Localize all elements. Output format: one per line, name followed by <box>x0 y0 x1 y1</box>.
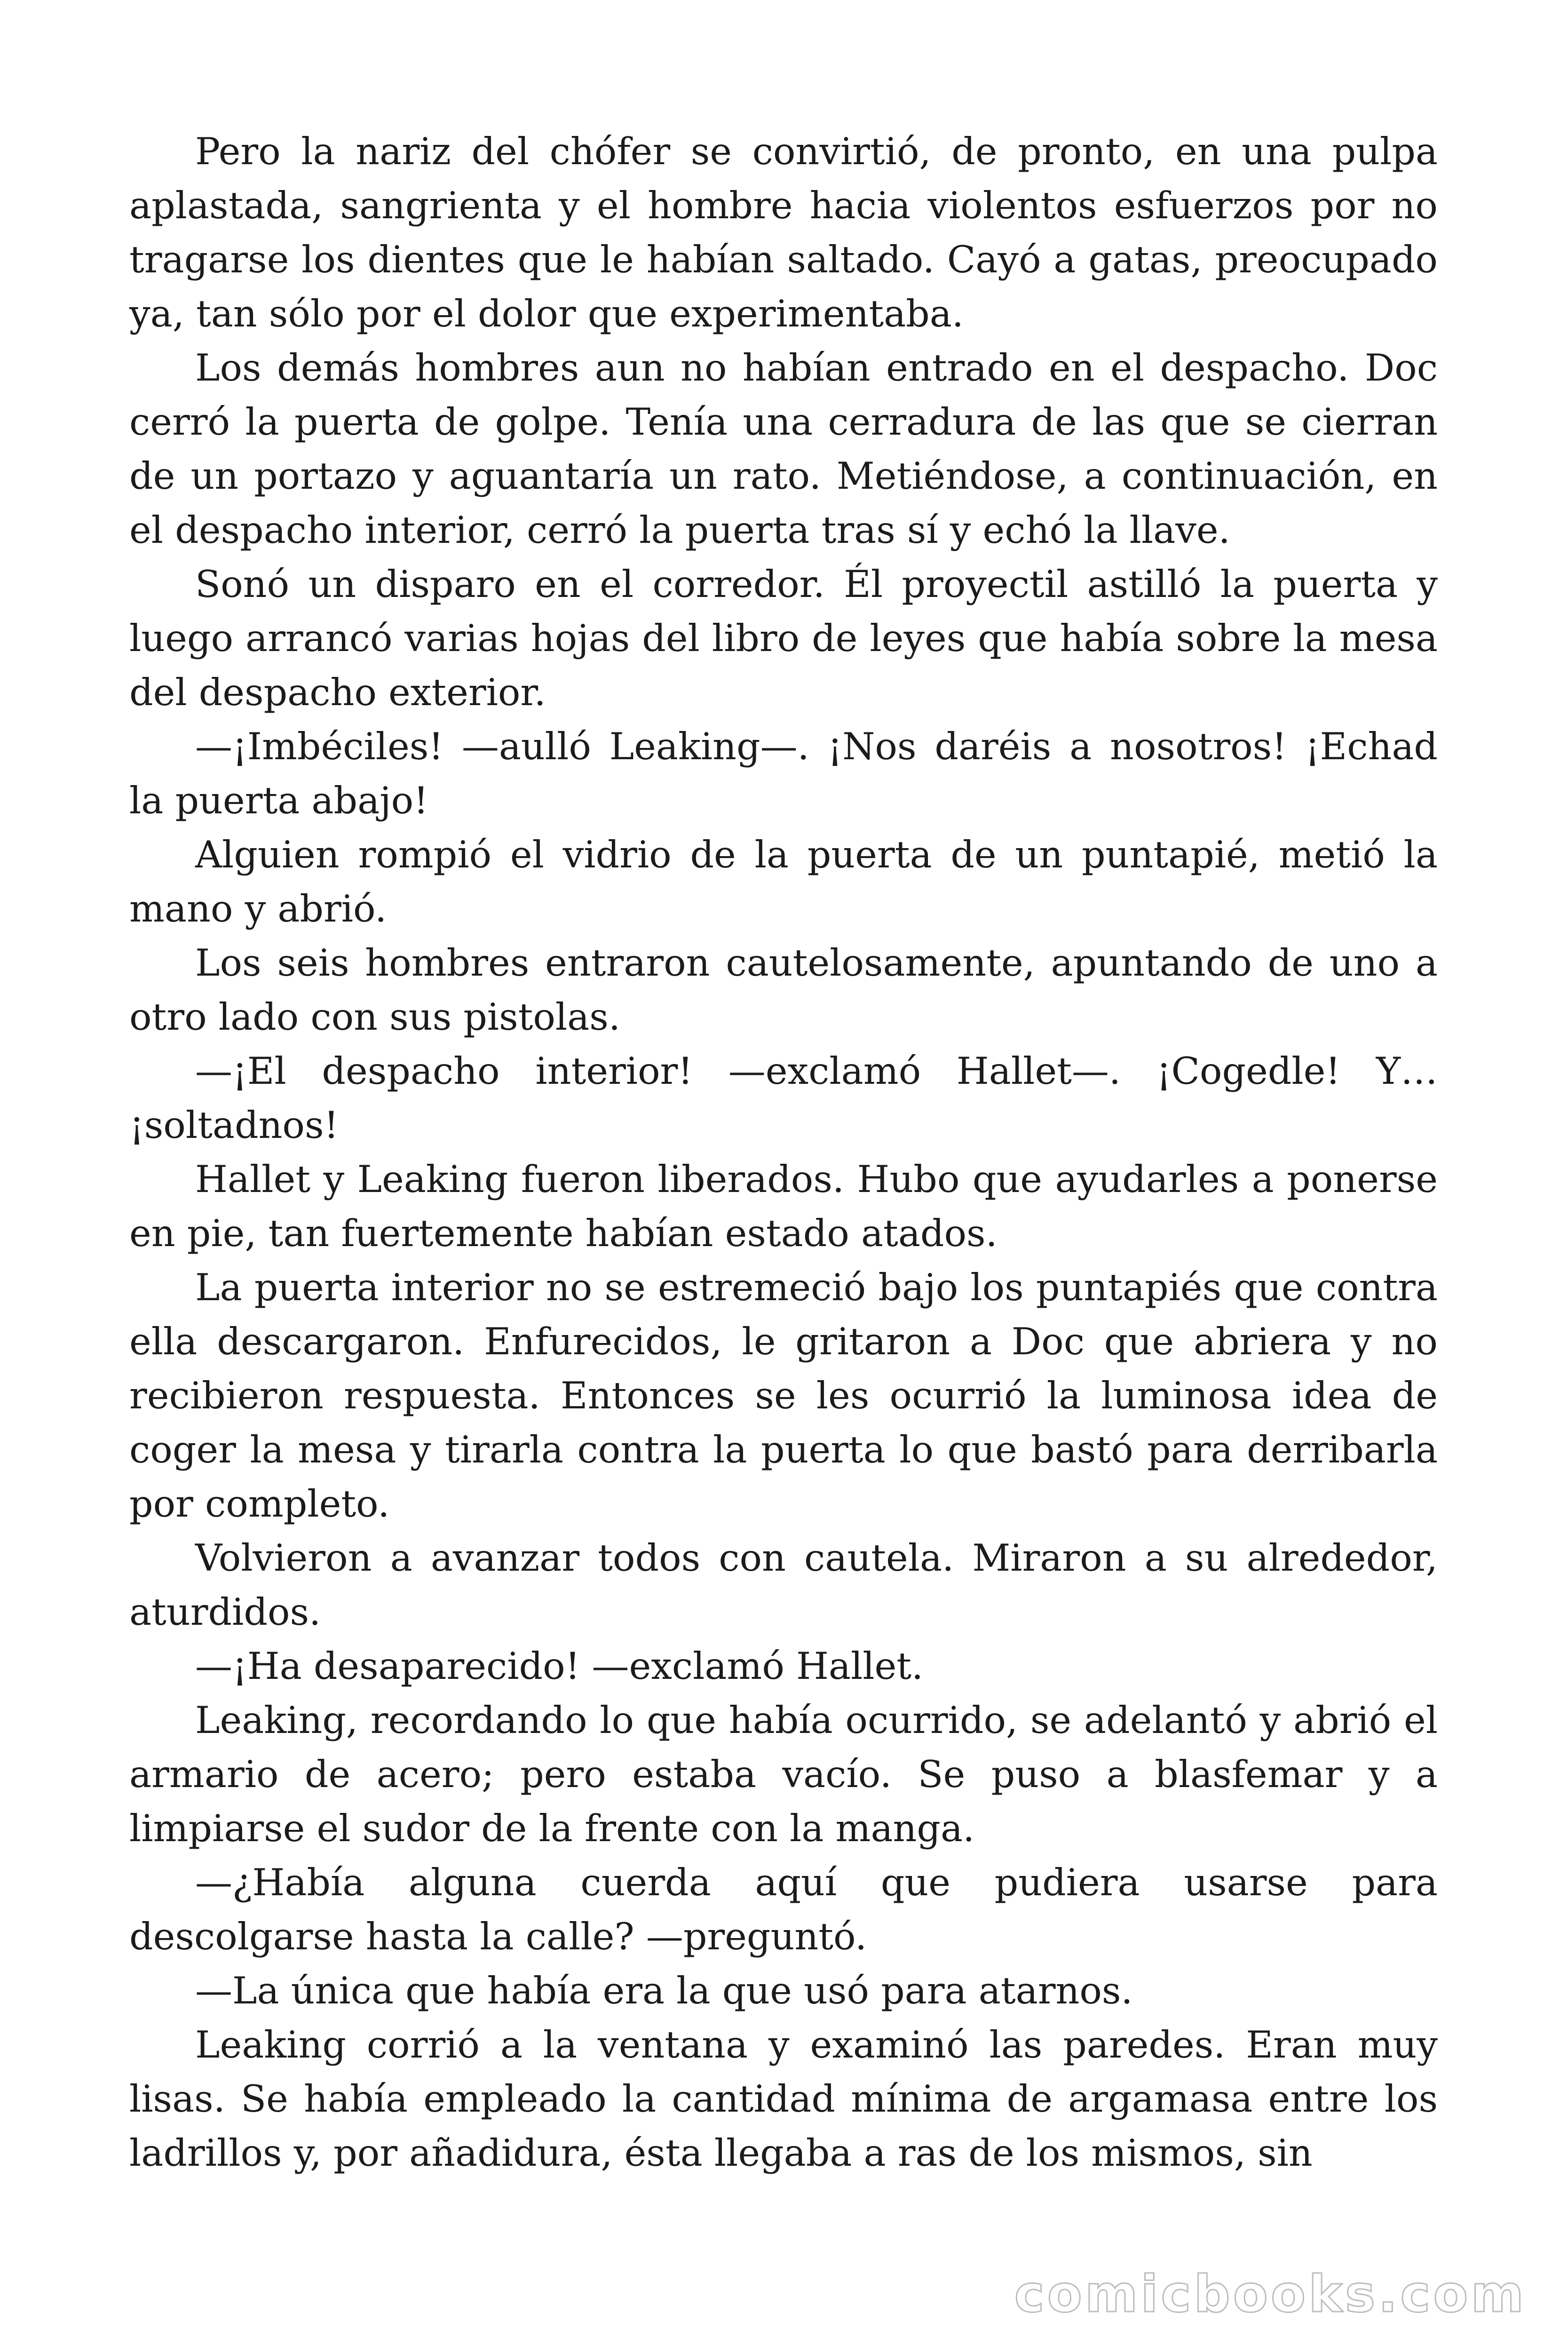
paragraph: Sonó un disparo en el corredor. Él proyectil astilló la puerta y luego arrancó varias hojas del libro de leyes que había sobre la mesa del despacho exterior. <box>129 563 1438 714</box>
paragraph: Leaking, recordando lo que había ocurrido, se adelantó y abrió el armario de acero; pero estaba vacío. Se puso a blasfemar y a limpiarse el sudor de la frente con la manga. <box>129 1699 1438 1850</box>
paragraph: Los demás hombres aun no habían entrado en el despacho. Doc cerró la puerta de golpe. Tenía una cerradura de las que se cierran de un portazo y aguantaría un rato. Metiéndose, a continuación, en el despacho interior, cerró la puerta tras sí y echó la llave. <box>129 346 1438 552</box>
watermark-logo: comicbooks.com <box>1014 2265 1527 2324</box>
paragraph: Leaking corrió a la ventana y examinó las paredes. Eran muy lisas. Se había empleado la cantidad mínima de argamasa entre los ladrillos y, por añadidura, ésta llegaba a ras de los mismos, sin <box>129 2023 1438 2175</box>
paragraph: Hallet y Leaking fueron liberados. Hubo que ayudarles a ponerse en pie, tan fuertemente habían estado atados. <box>129 1158 1438 1255</box>
paragraph: Alguien rompió el vidrio de la puerta de un puntapié, metió la mano y abrió. <box>129 833 1438 930</box>
paragraph: La puerta interior no se estremeció bajo los puntapiés que contra ella descargaron. Enfurecidos, le gritaron a Doc que abriera y no recibieron respuesta. Entonces se les ocurrió la luminosa idea de coger la mesa y tirarla contra la puerta lo que bastó para derribarla por completo. <box>129 1266 1438 1526</box>
paragraph: Los seis hombres entraron cautelosamente, apuntando de uno a otro lado con sus pistolas. <box>129 941 1438 1039</box>
paragraph: —La única que había era la que usó para atarnos. <box>195 1969 1133 2012</box>
paragraph: —¡El despacho interior! —exclamó Hallet—. ¡Cogedle! Y… ¡soltadnos! <box>129 1049 1438 1147</box>
paragraph: Volvieron a avanzar todos con cautela. Miraron a su alrededor, aturdidos. <box>129 1536 1438 1634</box>
paragraph: —¿Había alguna cuerda aquí que pudiera usarse para descolgarse hasta la calle? —preguntó. <box>129 1861 1438 1958</box>
paragraph: —¡Ha desaparecido! —exclamó Hallet. <box>195 1645 924 1688</box>
page-text <box>129 125 1438 2180</box>
paragraph: —¡Imbéciles! —aulló Leaking—. ¡Nos daréis a nosotros! ¡Echad la puerta abajo! <box>129 725 1438 822</box>
paragraph: Pero la nariz del chófer se convirtió, de pronto, en una pulpa aplastada, sangrienta y el hombre hacia violentos esfuerzos por no tragarse los dientes que le habían saltado. Cayó a gatas, preocupado ya, tan sólo por el dolor que experimentaba. <box>129 130 1438 335</box>
